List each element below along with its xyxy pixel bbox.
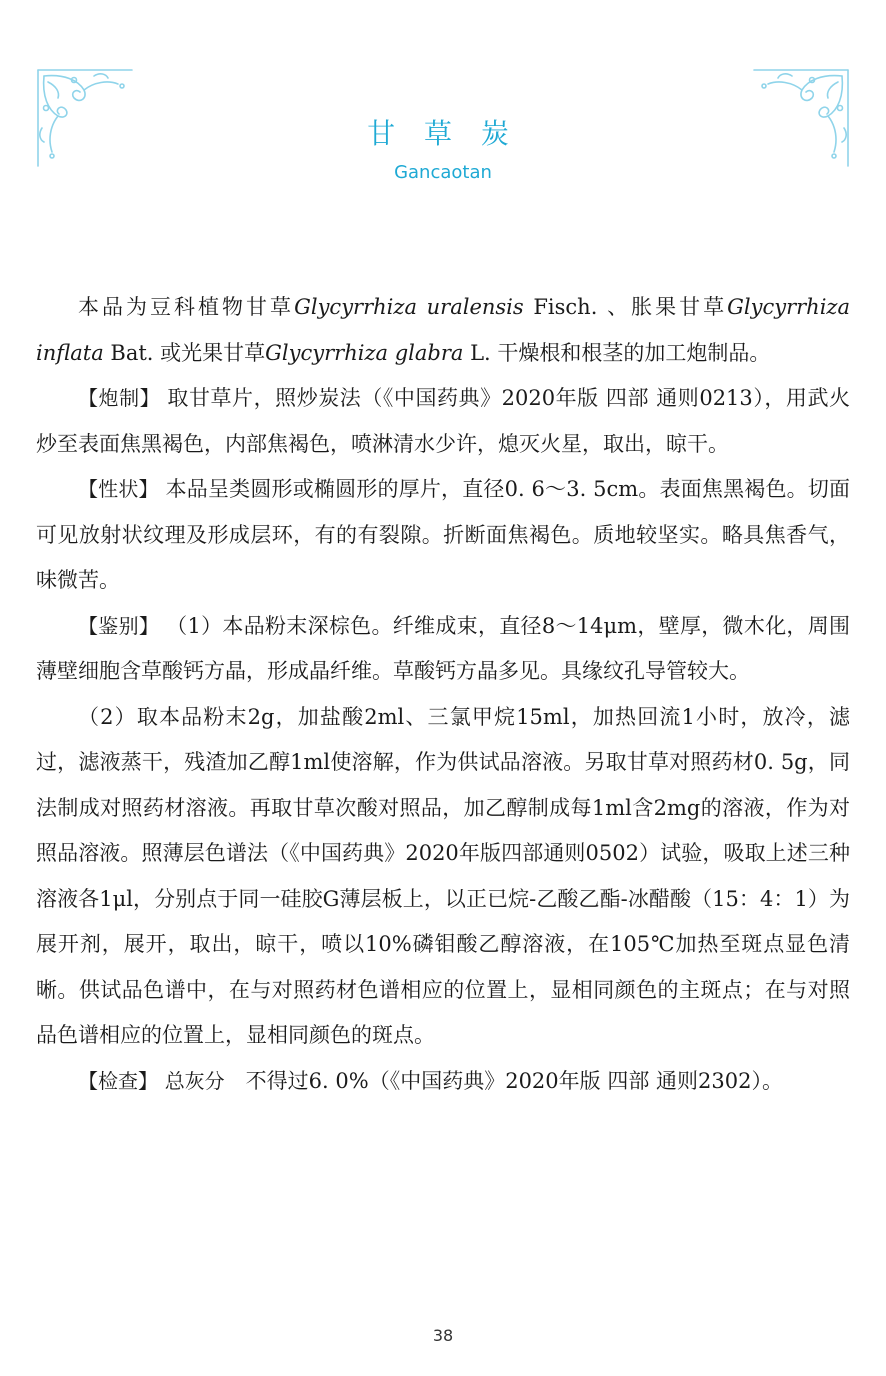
intro-text-2: Fisch. 、胀果甘草	[523, 295, 728, 319]
intro-text-4: L. 干燥根和根茎的加工炮制品。	[463, 340, 771, 365]
page-subtitle-pinyin: Gancaotan	[394, 162, 492, 183]
processing-label: 【炮制】	[78, 386, 161, 410]
identification-paragraph-2	[36, 695, 850, 1059]
description-text: 本品呈类圆形或椭圆形的厚片，直径0. 6～3. 5cm。表面焦黑褐色。切面可见放射状纹理及形成层环，有的有裂隙。折断面焦褐色。质地较坚实。略具焦香气，味微苦。	[36, 477, 850, 592]
page-title: 甘 草 炭	[367, 117, 519, 150]
page-number: 38	[432, 1326, 454, 1345]
processing-paragraph	[36, 376, 850, 467]
latin-name-uralensis: Glycyrrhiza uralensis	[294, 295, 524, 319]
identification-item-2: （2）取本品粉末2g，加盐酸2ml、三氯甲烷15ml，加热回流1小时，放冷，滤过，滤液蒸干，残渣加乙醇1ml使溶解，作为供试品溶液。另取甘草对照药材0. 5g，同法制成对照药材溶液。再取甘草次酸对照品，加乙醇制成每1ml含2mg的溶液，作为对照品溶液。照薄层色谱法（《中国药典》2020年版四部通则0502）试验，吸取上述三种溶液各1μl，分别点于同一硅胶G薄层板上，以正已烷-乙酸乙酯-冰醋酸（15：4：1）为展开剂，展开，取出，晾干，喷以10%磷钼酸乙醇溶液，在105℃加热至斑点显色清晰。供试品色谱中，在与对照药材色谱相应的位置上，显相同颜色的主斑点；在与对照品色谱相应的位置上，显相同颜色的斑点。	[36, 704, 850, 1047]
identification-paragraph-1	[36, 604, 850, 695]
inspection-label: 【检查】	[78, 1068, 158, 1093]
latin-name-glabra: Glycyrrhiza glabra	[265, 340, 464, 365]
description-label: 【性状】	[78, 477, 159, 501]
intro-text-3: Bat. 或光果甘草	[103, 340, 266, 365]
intro-text-1: 本品为豆科植物甘草	[78, 295, 295, 319]
latin-name-inflata: Glycyrrhiza inflata	[36, 295, 850, 365]
inspection-paragraph	[36, 1059, 850, 1105]
total-ash-label: 总灰分	[164, 1068, 225, 1093]
monograph-body	[36, 285, 850, 1104]
inspection-text: 不得过6. 0%（《中国药典》2020年版 四部 通则2302）。	[224, 1068, 783, 1093]
identification-label: 【鉴别】	[78, 613, 160, 638]
intro-paragraph	[36, 285, 850, 376]
description-paragraph	[36, 467, 850, 604]
processing-text: 取甘草片，照炒炭法（《中国药典》2020年版 四部 通则0213），用武火炒至表面焦黑褐色，内部焦褐色，喷淋清水少许，熄灭火星，取出，晾干。	[36, 386, 850, 456]
identification-item-1: （1）本品粉末深棕色。纤维成束，直径8～14μm，壁厚，微木化，周围薄壁细胞含草酸钙方晶，形成晶纤维。草酸钙方晶多见。具缘纹孔导管较大。	[36, 613, 850, 683]
